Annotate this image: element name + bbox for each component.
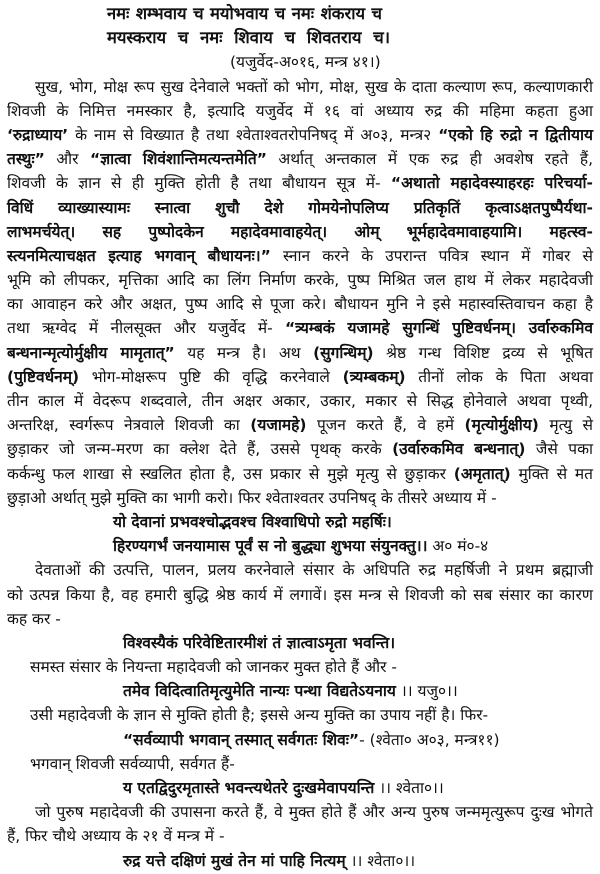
text-line [7, 413, 593, 437]
bold-quote-text: बन्धनान्मृत्योर्मुक्षीय मामृतात्” [7, 343, 175, 362]
bold-quote-text: लाभमर्चयेत्। सह पुष्पोदकेन महादेवमावाहयेत्। ओम् भूर्महादेवमावाहयामि। महत्स्व- [7, 222, 593, 241]
body-text: शिवजी के निमित्त नमस्कार है, इत्यादि यजुर्वेद में १६ वां अध्याय रुद्र की महिमा कहता हुआ [7, 101, 593, 120]
body-text: भूमि को लीपकर, मृत्तिका आदि का लिंग निर्माण करके, पुष्प मिश्रित जल हाथ में लेकर महादेवजी [7, 271, 593, 290]
document-page [0, 2, 600, 873]
bold-quote-text: (मृत्योर्मुक्षीय) [464, 416, 539, 435]
bold-quote-text: हिरण्यगर्भं जनयामास पूर्वं स नो बुद्ध्या शुभया संयुनक्तु।। [113, 537, 428, 556]
bold-quote-text: “सर्वव्यापी भगवान् तस्मात् सर्वगतः शिवः” [123, 730, 360, 749]
bold-quote-text: “ज्ञात्वा शिवंशान्तिमत्यन्तमेति” [90, 150, 267, 169]
body-text: भोग-मोक्षरूप पुष्टि की वृद्धि करनेवाले [79, 367, 343, 386]
verse-line [123, 849, 600, 873]
body-text: अन्तरिक्ष, स्वर्गरूप नेत्रवाले शिवजी का [7, 416, 251, 435]
verse-line [123, 631, 600, 655]
text-line [30, 655, 600, 679]
bold-quote-text: “एको हि रुद्रो न द्वितीयाय [438, 125, 593, 144]
verse-line [107, 2, 382, 26]
verse-line [113, 534, 600, 558]
text-line [7, 123, 593, 147]
body-text: सुख, भोग, मोक्ष रूप सुख देनेवाले भक्तों को भोग, मोक्ष, सुख के दाता कल्याण रूप, कल्याणकारी [35, 77, 593, 96]
bold-quote-text: (त्र्यम्बकम्) [342, 367, 406, 386]
text-line [7, 244, 593, 268]
body-text: अर्थात् अन्तकाल में एक रुद्र ही अवशेष रहते हैं, [266, 150, 593, 169]
text-line [7, 220, 593, 244]
text-line [7, 316, 593, 340]
body-text: ।। यजु०।। [395, 682, 458, 701]
verse-line [107, 26, 390, 50]
bold-quote-text: विश्वस्यैकं परिवेष्टितारमीशं तं ज्ञात्वाऽमृता भवन्ति। [123, 633, 396, 652]
body-text: हैं, फिर चौथे अध्याय के २१ वें मन्त्र में - [7, 827, 225, 846]
body-text: और [44, 150, 91, 169]
body-text: पूजन करते हैं, वे हमें [306, 416, 465, 435]
bold-quote-text: तस्थुः” [7, 150, 45, 169]
body-text: श्रेष्ठ गन्ध विशिष्ट द्रव्य से भूषित [373, 343, 593, 362]
text-line [7, 389, 593, 413]
body-text: कह कर - [7, 609, 61, 628]
bold-quote-text: यो देवानां प्रभवश्चोद्भवश्च विश्वाधिपो रुद्रो महर्षिः। [113, 512, 392, 531]
body-text: (यजुर्वेद-अ०१६, मन्त्र ४१।) [230, 53, 381, 72]
text-line [7, 292, 593, 316]
body-text: छुड़ाओ अर्थात् मुझे मुक्ति का भागी करो। फिर श्वेताश्वतर उपनिषद् के तीसरे अध्याय में - [7, 488, 497, 507]
bold-quote-text: तमेव विदित्वातिमृत्युमेति नान्यः पन्था विद्यतेऽयनाय [123, 682, 396, 701]
text-line [7, 341, 593, 365]
text-line [7, 75, 593, 99]
bold-quote-text: (यजामहे) [250, 416, 307, 435]
bold-quote-text: स्त्यनमित्याचक्षत इत्याह भगवान् बौधायनः।” [7, 246, 271, 265]
text-line [7, 365, 593, 389]
body-text: यह मन्त्र है। अथ [174, 343, 314, 362]
text-line [7, 824, 600, 848]
bold-quote-text: ‘रुद्राध्याय’ [7, 125, 69, 144]
text-line [7, 607, 600, 631]
citation-line [230, 50, 600, 74]
body-text: ।। श्वेता०।। [345, 851, 416, 870]
text-line [7, 558, 593, 582]
body-text: अ० मं०-४ [427, 537, 489, 556]
body-text: उसी महादेवजी के ज्ञान से मुक्ति होती है; इससे अन्य मुक्ति का उपाय नहीं है। फिर- [30, 706, 489, 725]
verse-line [123, 679, 600, 703]
verse-line [113, 510, 600, 534]
bold-quote-text: विधिं व्याख्यास्यामः स्नात्वा शुचौ देशे गोमयेनोपलिप्य प्रतिकृतिं कृत्वाऽक्षतपुष्पैर्यथा- [7, 198, 593, 217]
body-text: ।। श्वेता०।। [374, 779, 444, 797]
bold-quote-text: नमः शम्भवाय च मयोभवाय च नमः शंकराय च [107, 4, 382, 23]
bold-quote-text: “अथातो महादेवस्याहरहः परिचर्या- [390, 174, 593, 193]
body-text: भगवान् शिवजी सर्वव्यापी, सर्वगत हैं- [30, 754, 235, 773]
bold-quote-text: (उर्वारुकमिव बन्धनात्) [392, 440, 526, 459]
body-text: छुड़ाकर जो जन्म-मरण का क्लेश देते हैं, उससे पृथक् करके [7, 440, 393, 459]
bold-quote-text: (अमृतात्) [453, 464, 511, 483]
bold-quote-text: (पुष्टिवर्धनम्) [7, 367, 80, 386]
text-line [7, 437, 593, 461]
bold-quote-text: (सुगन्धिम्) [313, 343, 374, 362]
body-text: का आवाहन करे और अक्षत, पुष्प आदि से पूजा करे। बौधायन मुनि ने इसे महास्वस्तिवाचन कहा है [7, 295, 593, 314]
text-line [30, 752, 600, 776]
bold-quote-text: मयस्कराय च नमः शिवाय च शिवतराय च। [107, 28, 390, 48]
bold-quote-text: “त्र्यम्बकं यजामहे सुगन्धिं पुष्टिवर्धनम्। उर्वारुकमिव [285, 319, 593, 338]
text-line [7, 196, 593, 220]
text-line [7, 171, 593, 195]
text-line [7, 800, 593, 824]
body-text: जो पुरुष महादेवजी की उपासना करते हैं, वे मुक्त होते हैं और अन्य पुरुष जन्ममृत्युरूप दुःख भोगते [35, 803, 593, 822]
verse-line [123, 776, 600, 800]
text-line [7, 583, 593, 607]
body-text: जैसे पका [525, 440, 593, 459]
body-text: स्नान करने के उपरान्त पवित्र स्थान में गोबर से [270, 246, 593, 265]
body-text: के नाम से विख्यात है तथा श्वेताश्वतरोपनिषद् में अ०३, मन्त्र२ [68, 125, 439, 144]
bold-quote-text: य एतद्विदुरमृतास्ते भवन्त्यथेतरे दुःखमेवापयन्ति [123, 779, 375, 797]
text-line [7, 268, 593, 292]
body-text: तीनों लोक के पिता अथवा [405, 367, 593, 386]
body-text: को उत्पन्न किया है, वह हमारी बुद्धि श्रेष्ठ कार्य में लगावें। इस मन्त्र से शिवजी को सब संसार का कारण [7, 585, 593, 604]
body-text: कर्कन्धु फल शाखा से स्खलित होता है, उस प्रकार से मुझे मृत्यु से छुड़ाकर [7, 464, 454, 483]
text-line [7, 486, 600, 510]
text-line [7, 99, 593, 123]
body-text: - (श्वेता० अ०३, मन्त्र११) [359, 730, 500, 749]
body-text: तथा ऋग्वेद में नीलसूक्त और यजुर्वेद में- [7, 319, 286, 338]
body-text: मृत्यु से [538, 416, 594, 435]
body-text: शिवजी के ज्ञान से ही मुक्ति होती है तथा बौधायन सूत्र में- [7, 174, 391, 193]
body-text: मुक्ति से मत [510, 464, 593, 483]
text-line [7, 147, 593, 171]
text-line [7, 462, 593, 486]
body-text: समस्त संसार के नियन्ता महादेवजी को जानकर मुक्त होते हैं और - [30, 658, 397, 677]
body-text: देवताओं की उत्पत्ति, पालन, प्रलय करनेवाले संसार के अधिपति रुद्र महर्षिजी ने प्रथम ब्रह्माजी [35, 561, 593, 580]
bold-quote-text: रुद्र यत्ते दक्षिणं मुखं तेन मां पाहि नित्यम् [123, 851, 346, 870]
verse-line [123, 728, 600, 752]
text-line [30, 703, 600, 727]
body-text: तीन काल में वेदरूप शब्दवाले, तीन अक्षर अकार, उकार, मकार से सिद्ध होनेवाले अथवा पृथ्वी, [7, 392, 593, 410]
